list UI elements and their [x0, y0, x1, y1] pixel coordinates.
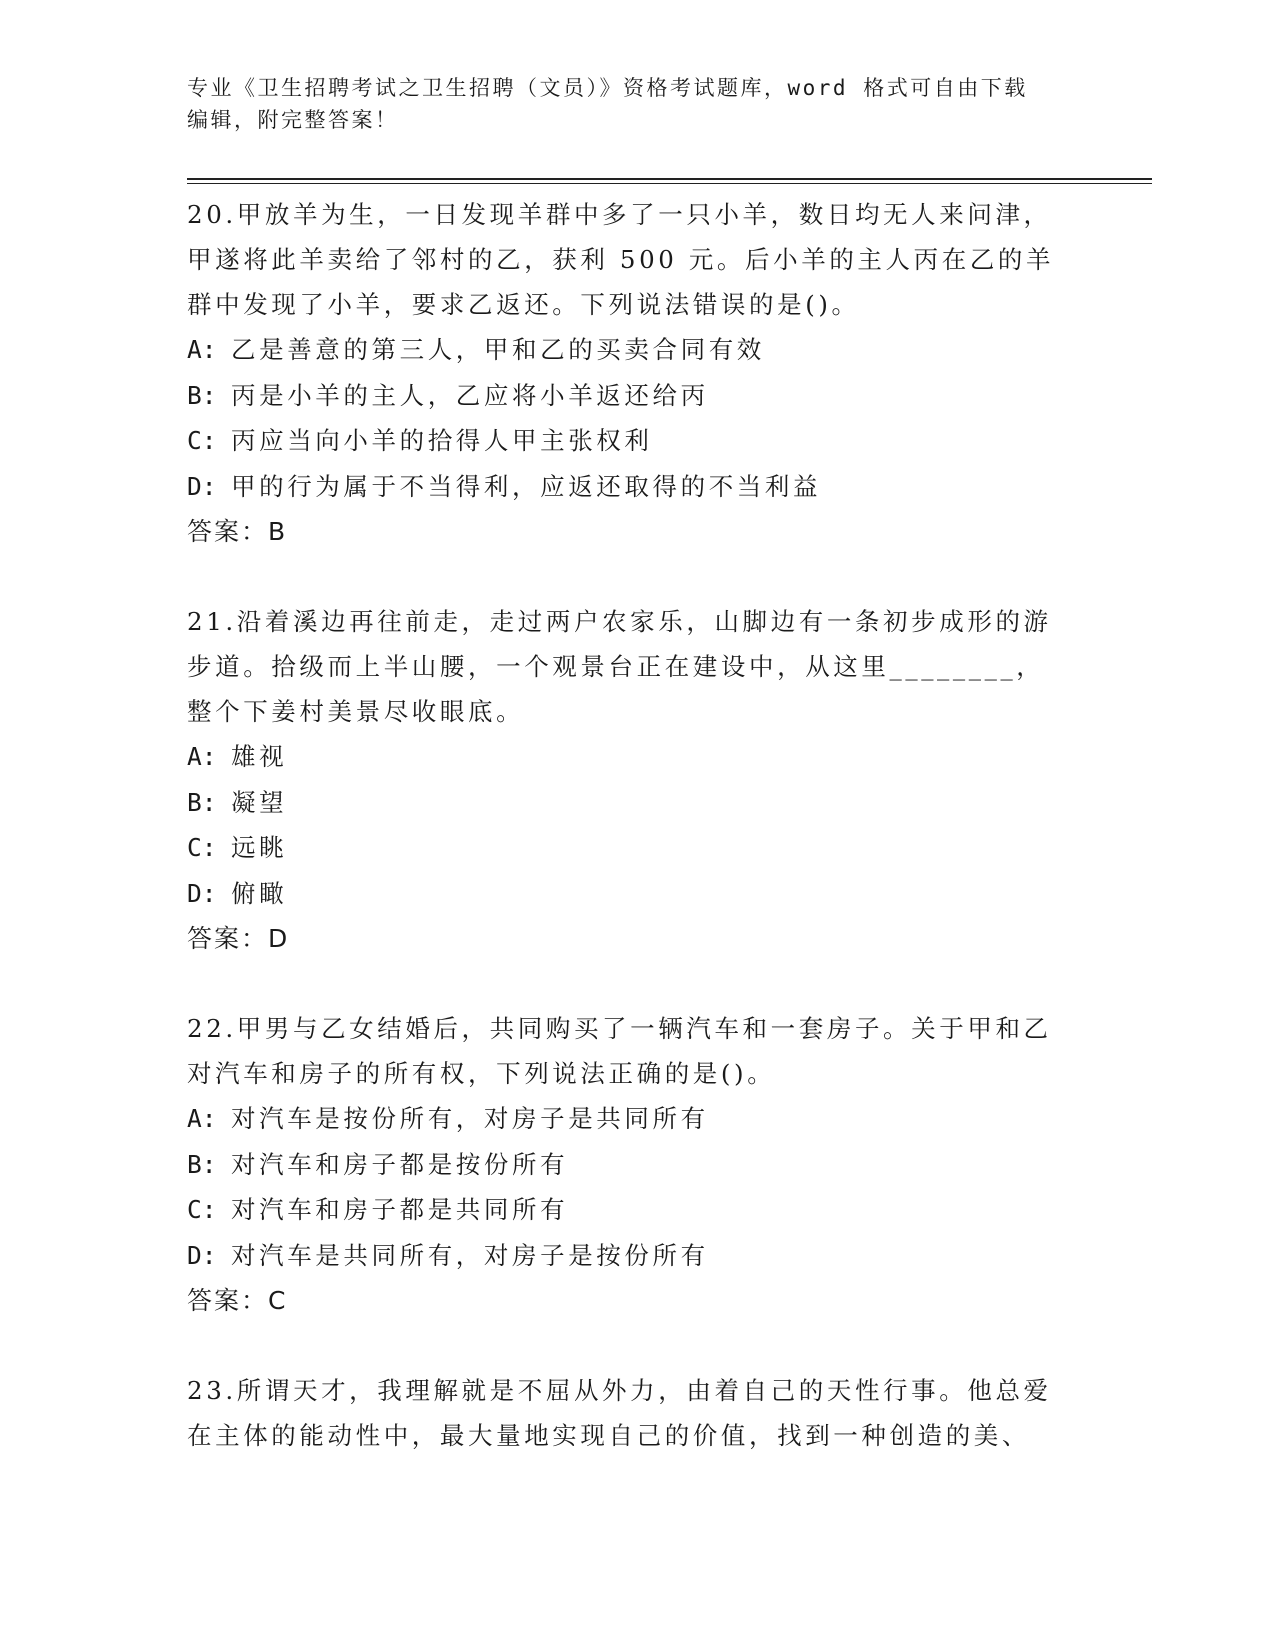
- document-header: [187, 72, 1087, 136]
- option-b: [187, 373, 1087, 419]
- option-a: [187, 327, 1087, 373]
- option-text: 远眺: [231, 833, 288, 862]
- question-text-line: 群中发现了小羊，要求乙返还。下列说法错误的是()。: [187, 290, 860, 319]
- question-text-line: 步道。拾级而上半山腰，一个观景台正在建设中，从这里________，: [187, 652, 1045, 681]
- option-text: 丙应当向小羊的拾得人甲主张权利: [231, 426, 653, 455]
- option-c: [187, 1187, 1087, 1233]
- option-d: [187, 1233, 1087, 1279]
- option-text: 凝望: [231, 787, 288, 817]
- question-text-line: 整个下姜村美景尽收眼底。: [187, 697, 525, 726]
- option-d: [187, 871, 1087, 917]
- answer-label: 答案：D: [187, 924, 290, 953]
- option-text: 对汽车是共同所有，对房子是按份所有: [231, 1240, 709, 1270]
- question-text-line: 22.甲男与乙女结婚后，共同购买了一辆汽车和一套房子。关于甲和乙: [187, 1014, 1052, 1043]
- header-line-2: 编辑，附完整答案！: [187, 108, 399, 132]
- option-b: [187, 780, 1087, 826]
- option-d: [187, 464, 1087, 510]
- option-a: [187, 1096, 1087, 1142]
- option-letter: B:: [187, 380, 217, 410]
- option-text: 甲的行为属于不当得利，应返还取得的不当利益: [231, 471, 822, 501]
- option-letter: A:: [187, 335, 217, 364]
- option-letter: D:: [187, 1240, 217, 1270]
- option-letter: A:: [187, 1104, 217, 1133]
- option-text: 对汽车和房子都是共同所有: [231, 1195, 569, 1224]
- option-letter: C:: [187, 833, 217, 862]
- question-text-line: 甲遂将此羊卖给了邻村的乙，获利 500 元。后小羊的主人丙在乙的羊: [187, 245, 1055, 274]
- option-text: 雄视: [231, 742, 288, 771]
- question-text-line: 23.所谓天才，我理解就是不屈从外力，由着自己的天性行事。他总爱: [187, 1376, 1052, 1405]
- option-c: [187, 825, 1087, 871]
- option-letter: C:: [187, 1195, 217, 1224]
- question-text-line: 在主体的能动性中，最大量地实现自己的价值，找到一种创造的美、: [187, 1421, 1030, 1450]
- header-divider-thin: [187, 183, 1152, 184]
- question-23: [187, 1368, 1087, 1458]
- option-b: [187, 1142, 1087, 1188]
- option-text: 对汽车和房子都是按份所有: [231, 1149, 569, 1179]
- header-divider-thick: [187, 178, 1152, 180]
- option-letter: C:: [187, 426, 217, 455]
- option-c: [187, 418, 1087, 464]
- question-text-line: 对汽车和房子的所有权，下列说法正确的是()。: [187, 1059, 776, 1088]
- question-22: [187, 1006, 1087, 1323]
- option-text: 对汽车是按份所有，对房子是共同所有: [231, 1104, 709, 1133]
- question-text-line: 21.沿着溪边再往前走，走过两户农家乐，山脚边有一条初步成形的游: [187, 607, 1052, 636]
- option-text: 俯瞰: [231, 878, 288, 908]
- option-letter: B:: [187, 1149, 217, 1179]
- option-letter: B:: [187, 787, 217, 817]
- answer-label: 答案：B: [187, 517, 288, 546]
- option-text: 丙是小羊的主人，乙应将小羊返还给丙: [231, 380, 709, 410]
- header-line-1: 专业《卫生招聘考试之卫生招聘（文员）》资格考试题库，word 格式可自由下载: [187, 76, 1028, 100]
- question-21: [187, 599, 1087, 961]
- option-a: [187, 734, 1087, 780]
- option-letter: D:: [187, 878, 217, 908]
- question-20: [187, 192, 1087, 554]
- option-letter: A:: [187, 742, 217, 771]
- option-text: 乙是善意的第三人，甲和乙的买卖合同有效: [231, 335, 765, 364]
- option-letter: D:: [187, 471, 217, 501]
- answer-label: 答案：C: [187, 1286, 288, 1315]
- question-list: [187, 192, 1087, 1503]
- question-text-line: 20.甲放羊为生，一日发现羊群中多了一只小羊，数日均无人来问津，: [187, 200, 1052, 229]
